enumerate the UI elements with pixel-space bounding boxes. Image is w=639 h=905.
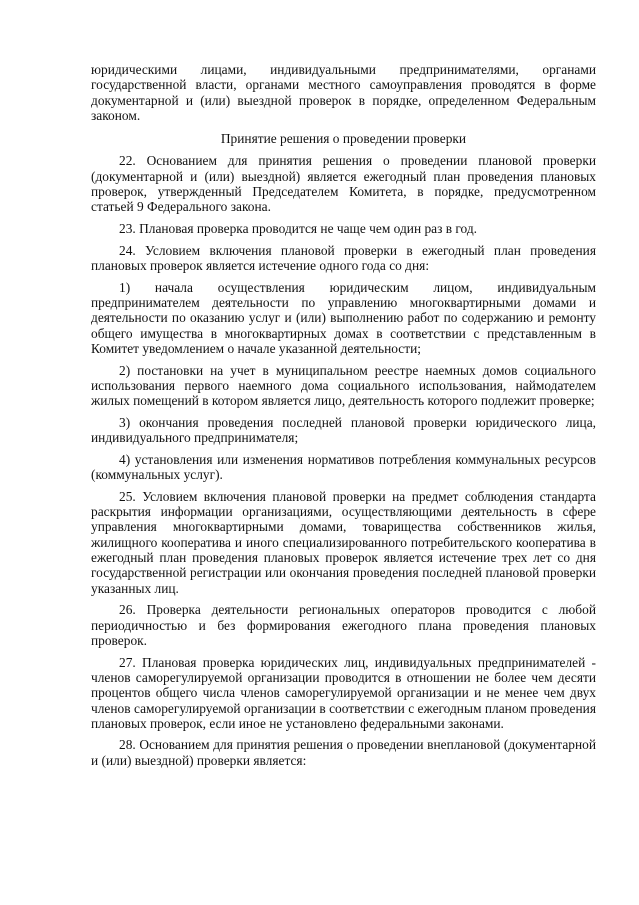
paragraph-22: 22. Основанием для принятия решения о проведении плановой проверки (документарной и (или) выездной) является ежегодный план проведения плановых проверок, утвержденный Председателем Комитета, в порядке, предусмотренном статьей 9 Федерального закона. xyxy=(91,153,596,215)
paragraph-25: 25. Условием включения плановой проверки на предмет соблюдения стандарта раскрытия информации организациями, осуществляющими деятельность в сфере управления многоквартирными домами, товарищества собственников жилья, жилищного кооператива и иного специализированного потребительского кооператива в ежегодный план проведения плановых проверок является истечение трех лет со дня государственной регистрации или окончания проведения последней плановой проверки указанных лиц. xyxy=(91,488,596,596)
paragraph-24-item-4: 4) установления или изменения нормативов потребления коммунальных ресурсов (коммунальных услуг). xyxy=(91,451,596,483)
paragraph-24-item-1: 1) начала осуществления юридическим лицом, индивидуальным предпринимателем деятельности по управлению многоквартирными домами и деятельности по оказанию услуг и (или) выполнению работ по содержанию и ремонту общего имущества в многоквартирных домах в соответствии с представленным в Комитет уведомлением о начале указанной деятельности; xyxy=(91,279,596,356)
paragraph-24: 24. Условием включения плановой проверки в ежегодный план проведения плановых проверок является истечение одного года со дня: xyxy=(91,242,596,274)
paragraph-26: 26. Проверка деятельности региональных операторов проводится с любой периодичностью и без формирования ежегодного плана проведения плановых проверок. xyxy=(91,602,596,648)
paragraph-27: 27. Плановая проверка юридических лиц, индивидуальных предпринимателей - членов саморегулируемой организации проводится в отношении не более чем десяти процентов общего числа членов саморегулируемой организации и не менее чем двух членов саморегулируемой организации в соответствии с ежегодным планом проведения плановых проверок, если иное не установлено федеральными законами. xyxy=(91,654,596,731)
section-heading: Принятие решения о проведении проверки xyxy=(220,131,467,147)
paragraph-24-item-3: 3) окончания проведения последней плановой проверки юридического лица, индивидуального предпринимателя; xyxy=(91,414,596,446)
paragraph-23: 23. Плановая проверка проводится не чаще чем один раз в год. xyxy=(119,221,478,237)
paragraph-continuation: юридическими лицами, индивидуальными предпринимателями, органами государственной власти, органами местного самоуправления проводятся в форме документарной и (или) выездной проверок в порядке, определенном Федеральным законом. xyxy=(91,62,596,123)
paragraph-28: 28. Основанием для принятия решения о проведении внеплановой (документарной и (или) выездной) проверки является: xyxy=(91,737,596,768)
document-page xyxy=(91,62,596,774)
paragraph-24-item-2: 2) постановки на учет в муниципальном реестре наемных домов социального использования первого наемного дома социального использования, наймодателем жилых помещений в котором является лицо, деятельность которого подлежит проверке; xyxy=(91,362,596,409)
